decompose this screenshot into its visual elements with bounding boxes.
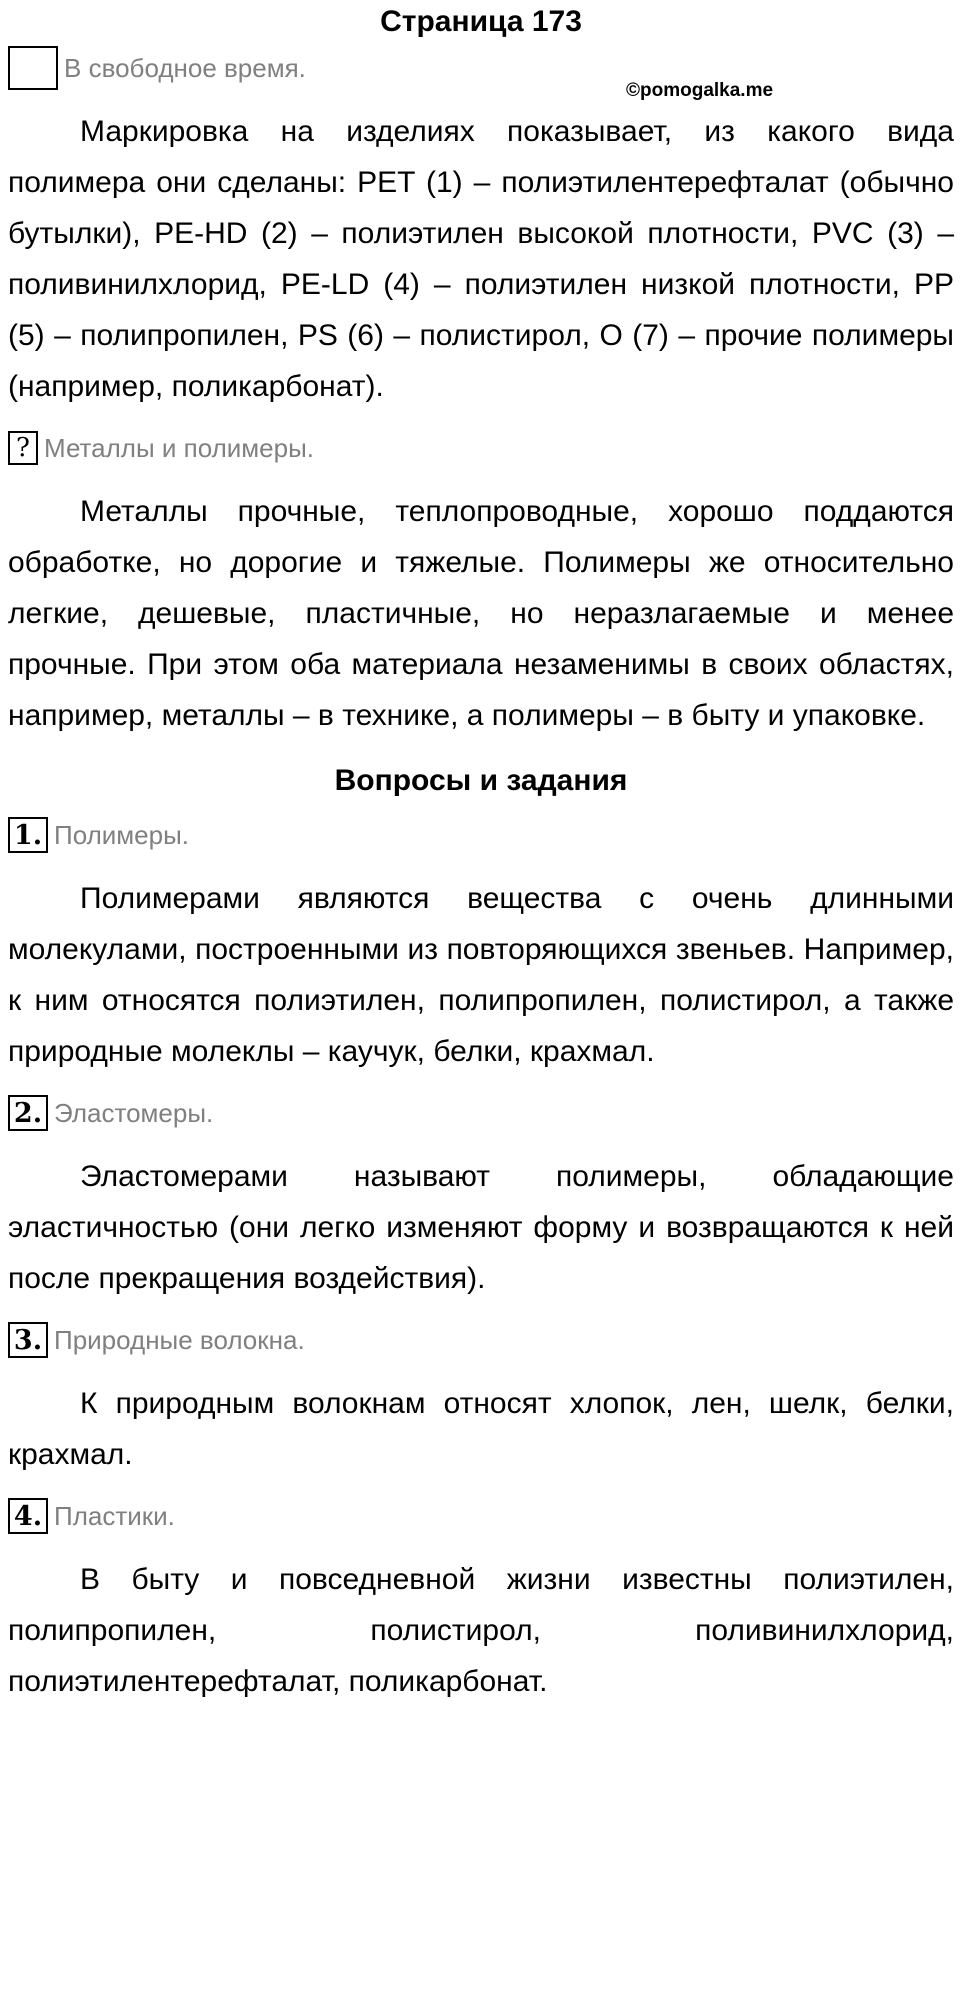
document-page (8, 0, 954, 1717)
free-time-text: Маркировка на изделиях показывает, из какого вида полимера они сделаны: PET (1) – полиэтилентерефталат (обычно бутылки), PE-HD (2) – полиэтилен высокой плотности, PVC (3) – поливинилхлорид, PE-LD (4) – полиэтилен низкой плотности, PP (5) – полипропилен, PS (6) – полистирол, O (7) – прочие полимеры (например, поликарбонат). (8, 115, 954, 403)
free-time-heading: В свободное время. (64, 52, 306, 83)
section-title: Вопросы и задания (334, 764, 628, 797)
task-heading-row (8, 1490, 954, 1542)
task-text: К природным волокнам относят хлопок, лен, шелк, белки, крахмал. (8, 1387, 954, 1471)
question-heading: Металлы и полимеры. (44, 432, 314, 463)
task-heading: Природные волокна. (54, 1324, 305, 1355)
task-number-badge: 4. (8, 1498, 48, 1534)
task-number-badge: 2. (8, 1095, 48, 1131)
task-heading-row (8, 1314, 954, 1366)
task-text: В быту и повседневной жизни известны полиэтилен, полипропилен, полистирол, поливинилхлорид, полиэтилентерефталат, поликарбонат. (8, 1563, 954, 1698)
empty-box-icon (8, 46, 58, 90)
task-heading: Полимеры. (54, 819, 189, 850)
task-number-badge: 3. (8, 1322, 48, 1358)
page-title: Страница 173 (380, 5, 582, 38)
task-heading-row (8, 1087, 954, 1139)
question-text: Металлы прочные, теплопроводные, хорошо поддаются обработке, но дорогие и тяжелые. Полимеры же относительно легкие, дешевые, пластичные, но неразлагаемые и менее прочные. При этом оба материала незаменимы в своих областях, например, металлы – в технике, а полимеры – в быту и упаковке. (8, 495, 954, 732)
question-mark-icon: ? (8, 431, 38, 465)
task-text: Полимерами являются вещества с очень длинными молекулами, построенными из повторяющихся звеньев. Например, к ним относятся полиэтилен, полипропилен, полистирол, а также природные молеклы – каучук, белки, крахмал. (8, 882, 954, 1068)
task-number-badge: 1. (8, 817, 48, 853)
question-heading-row (8, 422, 954, 474)
task-text: Эластомерами называют полимеры, обладающие эластичностью (они легко изменяют форму и возвращаются к ней после прекращения воздействия). (8, 1160, 954, 1295)
task-heading-row (8, 809, 954, 861)
watermark: ©pomogalka.me (626, 80, 774, 101)
task-heading: Эластомеры. (54, 1097, 214, 1128)
free-time-heading-row (8, 42, 954, 94)
task-heading: Пластики. (54, 1500, 175, 1531)
